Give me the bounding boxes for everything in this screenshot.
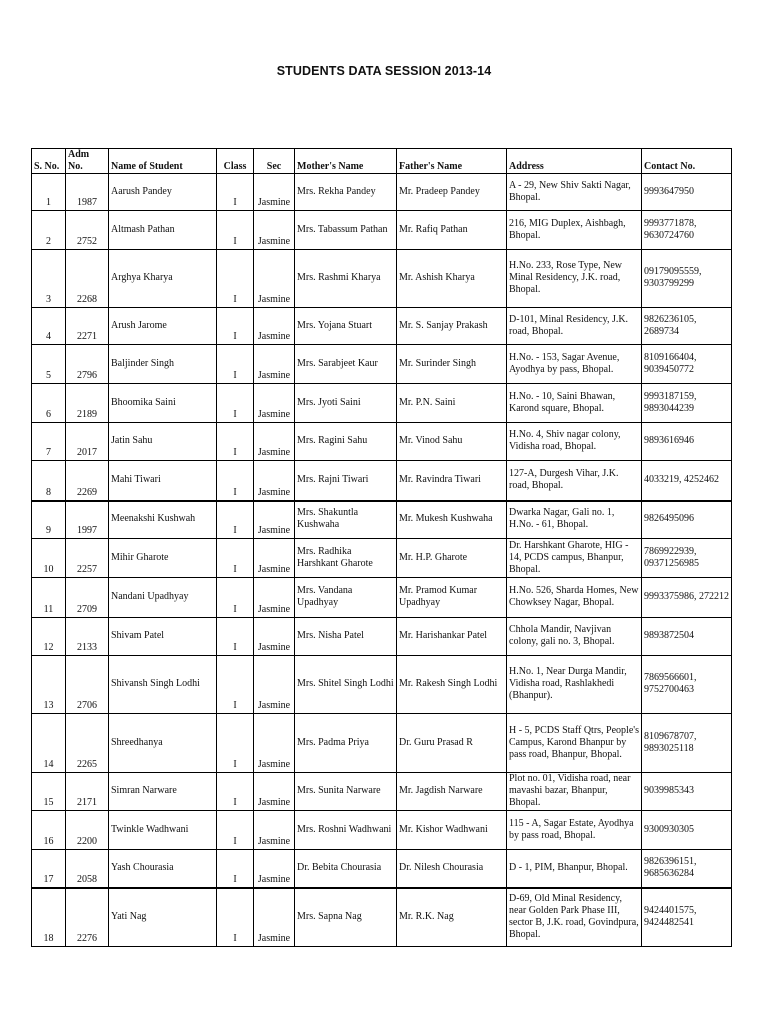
- cell-mother-name: Mrs. Rekha Pandey: [295, 174, 397, 211]
- cell-student-name: Shivansh Singh Lodhi: [109, 656, 217, 714]
- cell-student-name: Aarush Pandey: [109, 174, 217, 211]
- cell-father-name: Mr. P.N. Saini: [397, 384, 507, 423]
- table-row: [32, 618, 732, 656]
- cell-sec: Jasmine: [254, 174, 295, 211]
- cell-contact: 9893616946: [642, 423, 732, 461]
- cell-contact: 9826236105, 2689734: [642, 308, 732, 345]
- cell-contact: 09179095559, 9303799299: [642, 250, 732, 308]
- table-row: [32, 384, 732, 423]
- page-title: STUDENTS DATA SESSION 2013-14: [276, 64, 492, 78]
- cell-class: I: [217, 423, 254, 461]
- cell-adm: 2257: [66, 539, 109, 578]
- table-row: [32, 578, 732, 618]
- cell-class: I: [217, 714, 254, 773]
- cell-adm: 2269: [66, 461, 109, 501]
- cell-address: H.No. 526, Sharda Homes, New Chowksey Nagar, Bhopal.: [507, 578, 642, 618]
- cell-mother-name: Mrs. Radhika Harshkant Gharote: [295, 539, 397, 578]
- cell-class: I: [217, 773, 254, 811]
- cell-adm: 2189: [66, 384, 109, 423]
- header-row: [32, 149, 732, 174]
- cell-mother-name: Mrs. Jyoti Saini: [295, 384, 397, 423]
- cell-sno: 8: [32, 461, 66, 501]
- cell-class: I: [217, 850, 254, 888]
- cell-sec: Jasmine: [254, 888, 295, 947]
- cell-class: I: [217, 308, 254, 345]
- cell-contact: 8109166404, 9039450772: [642, 345, 732, 384]
- table-row: [32, 423, 732, 461]
- cell-student-name: Baljinder Singh: [109, 345, 217, 384]
- cell-adm: 2058: [66, 850, 109, 888]
- cell-sec: Jasmine: [254, 773, 295, 811]
- cell-sec: Jasmine: [254, 308, 295, 345]
- cell-address: D - 1, PIM, Bhanpur, Bhopal.: [507, 850, 642, 888]
- cell-sec: Jasmine: [254, 345, 295, 384]
- cell-adm: 1997: [66, 501, 109, 539]
- cell-sec: Jasmine: [254, 211, 295, 250]
- cell-sec: Jasmine: [254, 501, 295, 539]
- cell-student-name: Arush Jarome: [109, 308, 217, 345]
- cell-contact: 8109678707, 9893025118: [642, 714, 732, 773]
- table-row: [32, 850, 732, 888]
- cell-contact: 9826495096: [642, 501, 732, 539]
- cell-student-name: Altmash Pathan: [109, 211, 217, 250]
- cell-father-name: Mr. Rafiq Pathan: [397, 211, 507, 250]
- cell-class: I: [217, 578, 254, 618]
- table-row: [32, 308, 732, 345]
- cell-adm: 2706: [66, 656, 109, 714]
- cell-father-name: Mr. S. Sanjay Prakash: [397, 308, 507, 345]
- table-row: [32, 345, 732, 384]
- cell-class: I: [217, 539, 254, 578]
- cell-contact: 4033219, 4252462: [642, 461, 732, 501]
- cell-adm: 2709: [66, 578, 109, 618]
- cell-sec: Jasmine: [254, 250, 295, 308]
- cell-father-name: Mr. Jagdish Narware: [397, 773, 507, 811]
- cell-mother-name: Mrs. Shakuntla Kushwaha: [295, 501, 397, 539]
- cell-sno: 7: [32, 423, 66, 461]
- cell-student-name: Shreedhanya: [109, 714, 217, 773]
- table-row: [32, 250, 732, 308]
- cell-sno: 9: [32, 501, 66, 539]
- cell-father-name: Mr. Pramod Kumar Upadhyay: [397, 578, 507, 618]
- cell-contact: 9893872504: [642, 618, 732, 656]
- cell-father-name: Mr. Kishor Wadhwani: [397, 811, 507, 850]
- cell-address: D-69, Old Minal Residency, near Golden Park Phase III, sector B, J.K. road, Govindpura, Bhopal.: [507, 888, 642, 947]
- cell-contact: 9424401575, 9424482541: [642, 888, 732, 947]
- cell-student-name: Yash Chourasia: [109, 850, 217, 888]
- cell-sno: 14: [32, 714, 66, 773]
- cell-father-name: Mr. Pradeep Pandey: [397, 174, 507, 211]
- cell-adm: 2017: [66, 423, 109, 461]
- col-header-name: Name of Student: [109, 149, 217, 174]
- cell-sec: Jasmine: [254, 578, 295, 618]
- cell-sno: 5: [32, 345, 66, 384]
- table-row: [32, 888, 732, 947]
- cell-class: I: [217, 461, 254, 501]
- cell-sno: 6: [32, 384, 66, 423]
- cell-sno: 10: [32, 539, 66, 578]
- cell-student-name: Twinkle Wadhwani: [109, 811, 217, 850]
- cell-class: I: [217, 888, 254, 947]
- cell-mother-name: Mrs. Nisha Patel: [295, 618, 397, 656]
- cell-father-name: Mr. Ashish Kharya: [397, 250, 507, 308]
- cell-sno: 13: [32, 656, 66, 714]
- cell-mother-name: Mrs. Vandana Upadhyay: [295, 578, 397, 618]
- cell-sec: Jasmine: [254, 618, 295, 656]
- cell-sec: Jasmine: [254, 461, 295, 501]
- cell-sno: 3: [32, 250, 66, 308]
- cell-father-name: Mr. Harishankar Patel: [397, 618, 507, 656]
- cell-sno: 11: [32, 578, 66, 618]
- cell-class: I: [217, 384, 254, 423]
- cell-adm: 2796: [66, 345, 109, 384]
- cell-contact: 9993647950: [642, 174, 732, 211]
- cell-class: I: [217, 345, 254, 384]
- cell-address: Plot no. 01, Vidisha road, near mavashi bazar, Bhanpur, Bhopal.: [507, 773, 642, 811]
- cell-mother-name: Dr. Bebita Chourasia: [295, 850, 397, 888]
- table-row: [32, 539, 732, 578]
- cell-mother-name: Mrs. Ragini Sahu: [295, 423, 397, 461]
- cell-sec: Jasmine: [254, 714, 295, 773]
- cell-address: Chhola Mandir, Navjivan colony, gali no. 3, Bhopal.: [507, 618, 642, 656]
- cell-address: 127-A, Durgesh Vihar, J.K. road, Bhopal.: [507, 461, 642, 501]
- cell-sno: 17: [32, 850, 66, 888]
- cell-sec: Jasmine: [254, 811, 295, 850]
- cell-sec: Jasmine: [254, 539, 295, 578]
- table-row: [32, 656, 732, 714]
- cell-sno: 12: [32, 618, 66, 656]
- col-header-address: Address: [507, 149, 642, 174]
- cell-mother-name: Mrs. Rajni Tiwari: [295, 461, 397, 501]
- col-header-class: Class: [217, 149, 254, 174]
- cell-address: Dr. Harshkant Gharote, HIG - 14, PCDS campus, Bhanpur, Bhopal.: [507, 539, 642, 578]
- cell-sec: Jasmine: [254, 423, 295, 461]
- table-row: [32, 211, 732, 250]
- cell-father-name: Mr. H.P. Gharote: [397, 539, 507, 578]
- cell-address: H - 5, PCDS Staff Qtrs, People's Campus, Karond Bhanpur by pass road, Bhanpur, Bhopal.: [507, 714, 642, 773]
- cell-adm: 2200: [66, 811, 109, 850]
- cell-mother-name: Mrs. Shitel Singh Lodhi: [295, 656, 397, 714]
- cell-class: I: [217, 501, 254, 539]
- table-row: [32, 811, 732, 850]
- cell-class: I: [217, 656, 254, 714]
- cell-address: Dwarka Nagar, Gali no. 1, H.No. - 61, Bhopal.: [507, 501, 642, 539]
- cell-contact: 7869566601, 9752700463: [642, 656, 732, 714]
- cell-mother-name: Mrs. Sapna Nag: [295, 888, 397, 947]
- cell-adm: 2133: [66, 618, 109, 656]
- cell-student-name: Arghya Kharya: [109, 250, 217, 308]
- table-row: [32, 714, 732, 773]
- cell-sno: 18: [32, 888, 66, 947]
- cell-address: 216, MIG Duplex, Aishbagh, Bhopal.: [507, 211, 642, 250]
- cell-class: I: [217, 811, 254, 850]
- cell-father-name: Mr. Rakesh Singh Lodhi: [397, 656, 507, 714]
- col-header-father: Father's Name: [397, 149, 507, 174]
- table-row: [32, 461, 732, 501]
- cell-sno: 16: [32, 811, 66, 850]
- cell-address: H.No. 4, Shiv nagar colony, Vidisha road, Bhopal.: [507, 423, 642, 461]
- cell-mother-name: Mrs. Tabassum Pathan: [295, 211, 397, 250]
- cell-father-name: Dr. Guru Prasad R: [397, 714, 507, 773]
- cell-student-name: Jatin Sahu: [109, 423, 217, 461]
- cell-mother-name: Mrs. Sarabjeet Kaur: [295, 345, 397, 384]
- cell-sno: 2: [32, 211, 66, 250]
- cell-father-name: Mr. Mukesh Kushwaha: [397, 501, 507, 539]
- cell-mother-name: Mrs. Rashmi Kharya: [295, 250, 397, 308]
- table-row: [32, 174, 732, 211]
- col-header-sec: Sec: [254, 149, 295, 174]
- cell-adm: 2276: [66, 888, 109, 947]
- cell-address: H.No. - 10, Saini Bhawan, Karond square, Bhopal.: [507, 384, 642, 423]
- cell-mother-name: Mrs. Yojana Stuart: [295, 308, 397, 345]
- cell-sno: 1: [32, 174, 66, 211]
- cell-address: 115 - A, Sagar Estate, Ayodhya by pass road, Bhopal.: [507, 811, 642, 850]
- cell-address: H.No. 1, Near Durga Mandir, Vidisha road, Rashlakhedi (Bhanpur).: [507, 656, 642, 714]
- cell-class: I: [217, 250, 254, 308]
- table-row: [32, 773, 732, 811]
- cell-father-name: Mr. Vinod Sahu: [397, 423, 507, 461]
- cell-student-name: Nandani Upadhyay: [109, 578, 217, 618]
- cell-class: I: [217, 174, 254, 211]
- cell-address: D-101, Minal Residency, J.K. road, Bhopal.: [507, 308, 642, 345]
- cell-class: I: [217, 618, 254, 656]
- cell-sec: Jasmine: [254, 656, 295, 714]
- cell-mother-name: Mrs. Sunita Narware: [295, 773, 397, 811]
- col-header-sno: S. No.: [32, 149, 66, 174]
- cell-student-name: Meenakshi Kushwah: [109, 501, 217, 539]
- table-row: [32, 501, 732, 539]
- cell-contact: 9993187159, 9893044239: [642, 384, 732, 423]
- cell-father-name: Mr. R.K. Nag: [397, 888, 507, 947]
- cell-contact: 9826396151, 9685636284: [642, 850, 732, 888]
- cell-mother-name: Mrs. Padma Priya: [295, 714, 397, 773]
- cell-student-name: Mahi Tiwari: [109, 461, 217, 501]
- cell-sno: 15: [32, 773, 66, 811]
- cell-sec: Jasmine: [254, 850, 295, 888]
- cell-contact: 9993771878, 9630724760: [642, 211, 732, 250]
- cell-father-name: Mr. Ravindra Tiwari: [397, 461, 507, 501]
- cell-mother-name: Mrs. Roshni Wadhwani: [295, 811, 397, 850]
- cell-student-name: Simran Narware: [109, 773, 217, 811]
- cell-father-name: Dr. Nilesh Chourasia: [397, 850, 507, 888]
- cell-contact: 9993375986, 272212: [642, 578, 732, 618]
- cell-adm: 2171: [66, 773, 109, 811]
- students-table: [31, 148, 732, 947]
- cell-contact: 7869922939, 09371256985: [642, 539, 732, 578]
- col-header-contact: Contact No.: [642, 149, 732, 174]
- cell-student-name: Bhoomika Saini: [109, 384, 217, 423]
- cell-student-name: Yati Nag: [109, 888, 217, 947]
- cell-address: A - 29, New Shiv Sakti Nagar, Bhopal.: [507, 174, 642, 211]
- cell-sec: Jasmine: [254, 384, 295, 423]
- cell-sno: 4: [32, 308, 66, 345]
- cell-class: I: [217, 211, 254, 250]
- cell-student-name: Mihir Gharote: [109, 539, 217, 578]
- cell-student-name: Shivam Patel: [109, 618, 217, 656]
- cell-adm: 2752: [66, 211, 109, 250]
- cell-contact: 9300930305: [642, 811, 732, 850]
- col-header-adm: Adm No.: [66, 149, 109, 174]
- cell-address: H.No. 233, Rose Type, New Minal Residency, J.K. road, Bhopal.: [507, 250, 642, 308]
- cell-adm: 1987: [66, 174, 109, 211]
- cell-adm: 2271: [66, 308, 109, 345]
- cell-adm: 2265: [66, 714, 109, 773]
- cell-father-name: Mr. Surinder Singh: [397, 345, 507, 384]
- col-header-mother: Mother's Name: [295, 149, 397, 174]
- cell-contact: 9039985343: [642, 773, 732, 811]
- cell-adm: 2268: [66, 250, 109, 308]
- cell-address: H.No. - 153, Sagar Avenue, Ayodhya by pass, Bhopal.: [507, 345, 642, 384]
